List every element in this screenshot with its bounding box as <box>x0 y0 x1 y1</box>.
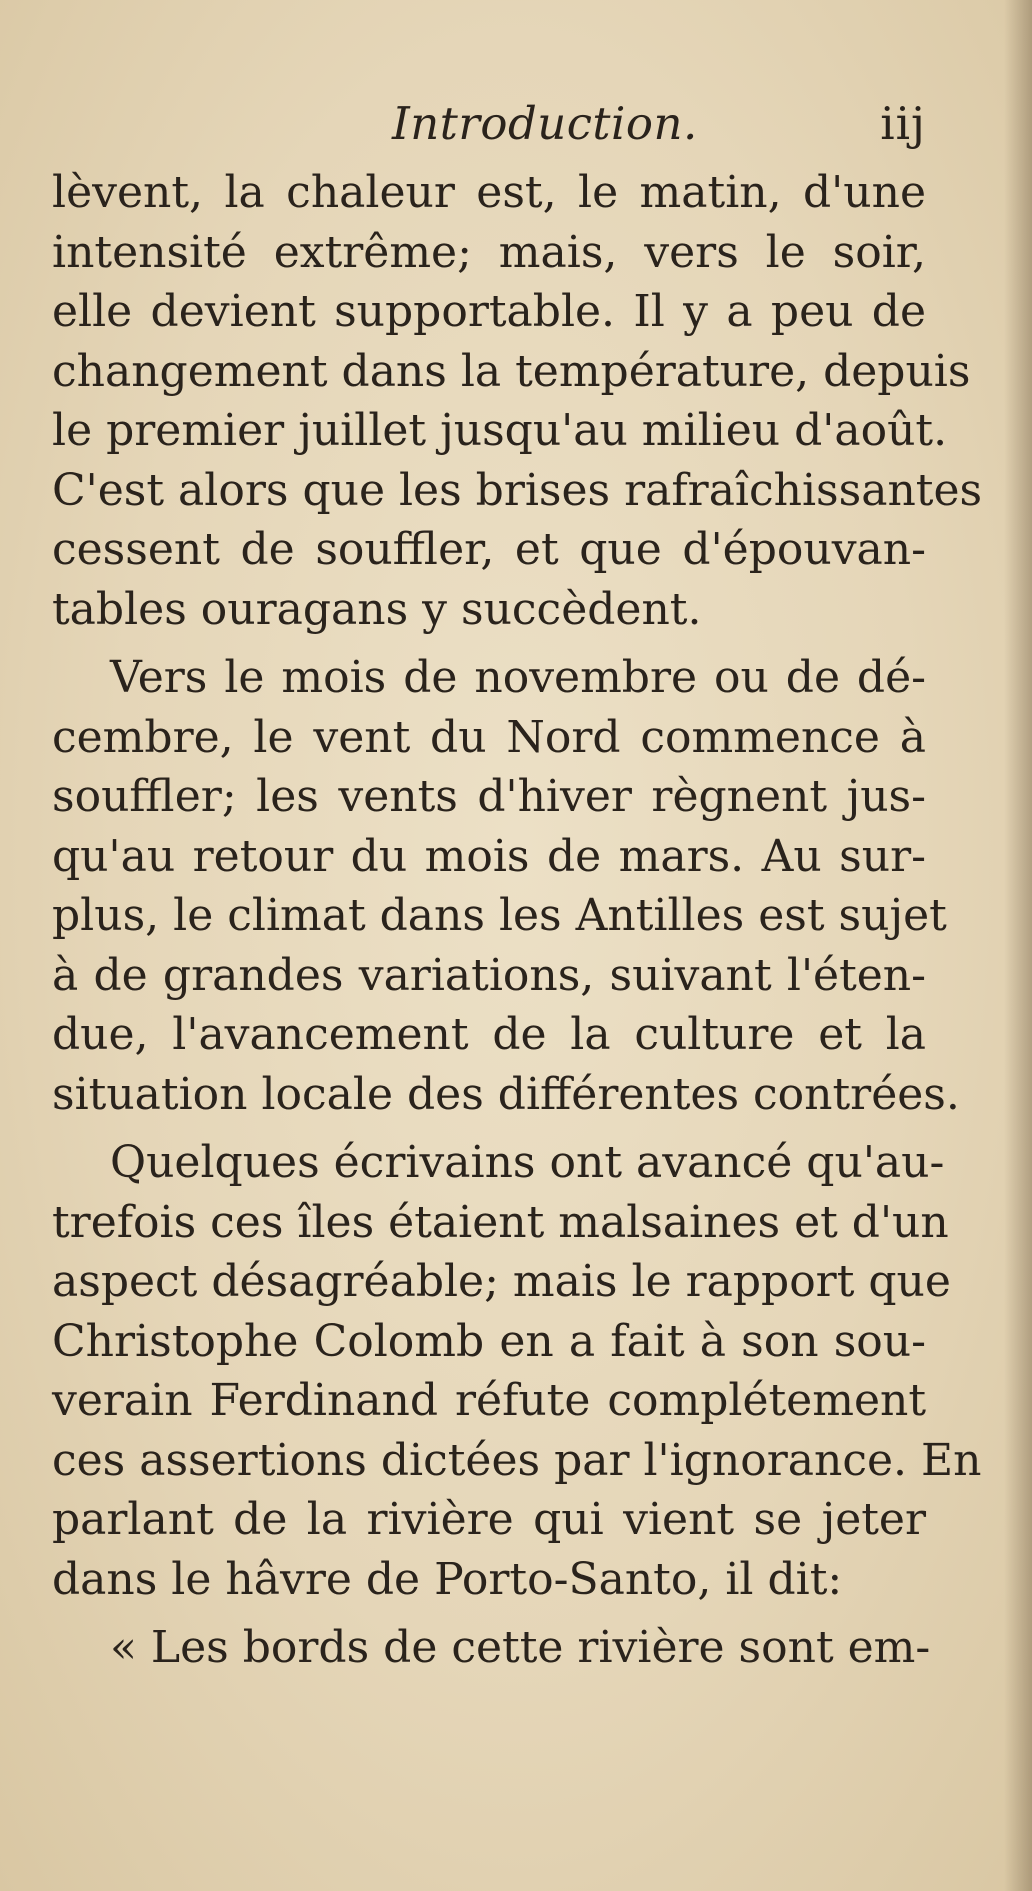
text-line: plus, le climat dans les Antilles est sujet <box>52 890 947 941</box>
text-line: verain Ferdinand réfute complétement <box>52 1375 926 1426</box>
body-text <box>52 163 983 1678</box>
text-line: tables ouragans y succèdent. <box>52 583 702 635</box>
text-line: cembre, le vent du Nord commence à <box>52 711 926 763</box>
text-line: souffler; les vents d'hiver règnent jus- <box>52 771 926 822</box>
text-line: cessent de souffler, et que d'épouvan- <box>52 524 926 575</box>
text-line: changement dans la température, depuis <box>52 345 971 397</box>
text-line: le premier juillet jusqu'au milieu d'août. <box>52 405 948 456</box>
text-line: aspect désagréable; mais le rapport que <box>52 1256 951 1307</box>
text-line: Vers le mois de novembre ou de dé- <box>110 652 926 703</box>
text-line: C'est alors que les brises rafraîchissantes <box>52 464 983 516</box>
text-line: qu'au retour du mois de mars. Au sur- <box>52 830 926 882</box>
text-line: à de grandes variations, suivant l'éten- <box>52 949 926 1001</box>
text-line: situation locale des différentes contrées. <box>52 1068 960 1120</box>
text-line: elle devient supportable. Il y a peu de <box>52 286 926 337</box>
paragraph-2 <box>52 648 960 1124</box>
running-title: Introduction. <box>392 97 698 150</box>
text-line: parlant de la rivière qui vient se jeter <box>52 1494 926 1545</box>
text-line: Quelques écrivains ont avancé qu'au- <box>110 1137 945 1188</box>
page-header <box>52 84 926 164</box>
text-line: due, l'avancement de la culture et la <box>52 1009 926 1060</box>
text-line: lèvent, la chaleur est, le matin, d'une <box>52 167 926 218</box>
text-line: « Les bords de cette rivière sont em- <box>110 1622 931 1673</box>
text-line: ces assertions dictées par l'ignorance. En <box>52 1434 982 1486</box>
paragraph-1 <box>52 163 983 639</box>
page-number: iij <box>880 97 926 150</box>
text-line: Christophe Colomb en a fait à son sou- <box>52 1315 926 1367</box>
paragraph-4 <box>52 1618 931 1678</box>
paragraph-3 <box>52 1133 982 1609</box>
text-line: dans le hâvre de Porto-Santo, il dit: <box>52 1553 843 1605</box>
text-line: intensité extrême; mais, vers le soir, <box>52 226 926 278</box>
text-line: trefois ces îles étaient malsaines et d'un <box>52 1196 949 1248</box>
